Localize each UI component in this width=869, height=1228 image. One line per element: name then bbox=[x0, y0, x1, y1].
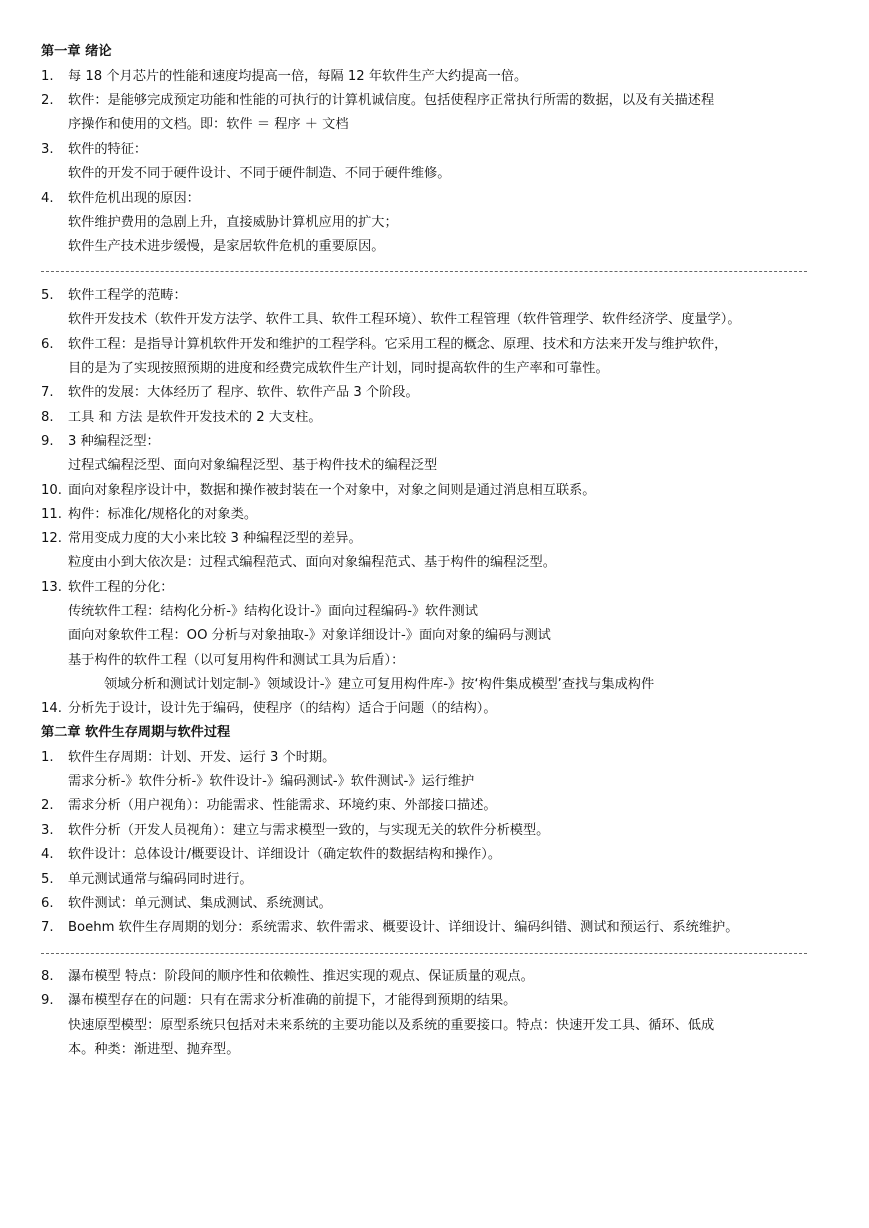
item-text: 传统软件工程：结构化分析-》结构化设计-》面向过程编码-》软件测试 bbox=[68, 604, 478, 619]
item-text: 软件危机出现的原因： bbox=[68, 191, 200, 206]
item-number: 4. bbox=[41, 847, 54, 862]
item-text: 软件生产技术进步缓慢，是家居软件危机的重要原因。 bbox=[68, 239, 385, 254]
item-number: 2. bbox=[41, 798, 54, 813]
item-text: 软件的发展：大体经历了 程序、软件、软件产品 3 个阶段。 bbox=[68, 385, 419, 400]
item-number: 5. bbox=[41, 872, 54, 887]
item-number: 8. bbox=[41, 410, 54, 425]
item-number: 7. bbox=[41, 920, 54, 935]
item-text: 软件：是能够完成预定功能和性能的可执行的计算机诚信度。包括使程序正常执行所需的数据，以及有关描述程 bbox=[68, 93, 715, 108]
item-text: 瀑布模型存在的问题：只有在需求分析准确的前提下，才能得到预期的结果。 bbox=[68, 993, 517, 1008]
item-number: 4. bbox=[41, 191, 54, 206]
item-text: 快速原型模型：原型系统只包括对未来系统的主要功能以及系统的重要接口。特点：快速开发工具、循环、低成 bbox=[68, 1018, 715, 1033]
item-number: 8. bbox=[41, 969, 54, 984]
item-text: 需求分析（用户视角）：功能需求、性能需求、环境约束、外部接口描述。 bbox=[68, 798, 497, 813]
item-text: 软件生存周期：计划、开发、运行 3 个时期。 bbox=[68, 750, 336, 765]
item-number: 13. bbox=[41, 580, 62, 595]
item-text: 软件维护费用的急剧上升，直接威胁计算机应用的扩大； bbox=[68, 215, 398, 230]
item-number: 14. bbox=[41, 701, 62, 716]
item-number: 12. bbox=[41, 531, 62, 546]
item-text: 常用变成力度的大小来比较 3 种编程泛型的差异。 bbox=[68, 531, 362, 546]
item-text: 需求分析-》软件分析-》软件设计-》编码测试-》软件测试-》运行维护 bbox=[68, 774, 475, 789]
item-text: 软件工程：是指导计算机软件开发和维护的工程学科。它采用工程的概念、原理、技术和方法来开发与维护软件， bbox=[68, 337, 728, 352]
chapter1-title: 第一章 绪论 bbox=[41, 44, 112, 59]
item-text: 软件工程学的范畴： bbox=[68, 288, 187, 303]
item-text: 软件的开发不同于硬件设计、不同于硬件制造、不同于硬件维修。 bbox=[68, 166, 451, 181]
item-number: 1. bbox=[41, 750, 54, 765]
item-text: 工具 和 方法 是软件开发技术的 2 大支柱。 bbox=[68, 410, 322, 425]
item-text: 软件分析（开发人员视角）：建立与需求模型一致的，与实现无关的软件分析模型。 bbox=[68, 823, 550, 838]
item-text: 软件设计：总体设计/概要设计、详细设计（确定软件的数据结构和操作）。 bbox=[68, 847, 502, 862]
section-divider bbox=[41, 271, 807, 272]
item-text: Boehm 软件生存周期的划分：系统需求、软件需求、概要设计、详细设计、编码纠错、测试和预运行、系统维护。 bbox=[68, 920, 739, 935]
item-text: 领域分析和测试计划定制-》领域设计-》建立可复用构件库-》按‘构件集成模型’查找与集成构件 bbox=[104, 677, 655, 692]
item-number: 6. bbox=[41, 337, 54, 352]
item-text: 每 18 个月芯片的性能和速度均提高一倍，每隔 12 年软件生产大约提高一倍。 bbox=[68, 69, 528, 84]
item-number: 11. bbox=[41, 507, 62, 522]
item-text: 序操作和使用的文档。即：软件 ＝ 程序 ＋ 文档 bbox=[68, 117, 349, 132]
item-text: 分析先于设计，设计先于编码，使程序（的结构）适合于问题（的结构）。 bbox=[68, 701, 497, 716]
item-text: 软件开发技术（软件开发方法学、软件工具、软件工程环境）、软件工程管理（软件管理学、软件经济学、度量学）。 bbox=[68, 312, 741, 327]
item-text: 软件的特征： bbox=[68, 142, 148, 157]
item-number: 9. bbox=[41, 993, 54, 1008]
item-number: 6. bbox=[41, 896, 54, 911]
item-text: 软件工程的分化： bbox=[68, 580, 174, 595]
item-text: 本。种类：渐进型、抛弃型。 bbox=[68, 1042, 240, 1057]
item-text: 粒度由小到大依次是：过程式编程范式、面向对象编程范式、基于构件的编程泛型。 bbox=[68, 555, 556, 570]
item-text: 面向对象软件工程：OO 分析与对象抽取-》对象详细设计-》面向对象的编码与测试 bbox=[68, 628, 551, 643]
item-text: 构件：标准化/规格化的对象类。 bbox=[68, 507, 258, 522]
item-number: 5. bbox=[41, 288, 54, 303]
item-number: 7. bbox=[41, 385, 54, 400]
item-text: 软件测试：单元测试、集成测试、系统测试。 bbox=[68, 896, 332, 911]
item-text: 基于构件的软件工程（以可复用构件和测试工具为后盾）： bbox=[68, 653, 405, 668]
item-number: 2. bbox=[41, 93, 54, 108]
chapter2-title: 第二章 软件生存周期与软件过程 bbox=[41, 725, 231, 740]
item-number: 9. bbox=[41, 434, 54, 449]
item-text: 3 种编程泛型： bbox=[68, 434, 160, 449]
item-text: 单元测试通常与编码同时进行。 bbox=[68, 872, 253, 887]
item-number: 1. bbox=[41, 69, 54, 84]
item-text: 过程式编程泛型、面向对象编程泛型、基于构件技术的编程泛型 bbox=[68, 458, 438, 473]
item-text: 瀑布模型 特点：阶段间的顺序性和依赖性、推迟实现的观点、保证质量的观点。 bbox=[68, 969, 534, 984]
item-number: 10. bbox=[41, 483, 62, 498]
item-number: 3. bbox=[41, 823, 54, 838]
item-number: 3. bbox=[41, 142, 54, 157]
item-text: 面向对象程序设计中，数据和操作被封装在一个对象中，对象之间则是通过消息相互联系。 bbox=[68, 483, 596, 498]
section-divider bbox=[41, 953, 807, 954]
item-text: 目的是为了实现按照预期的进度和经费完成软件生产计划，同时提高软件的生产率和可靠性。 bbox=[68, 361, 609, 376]
